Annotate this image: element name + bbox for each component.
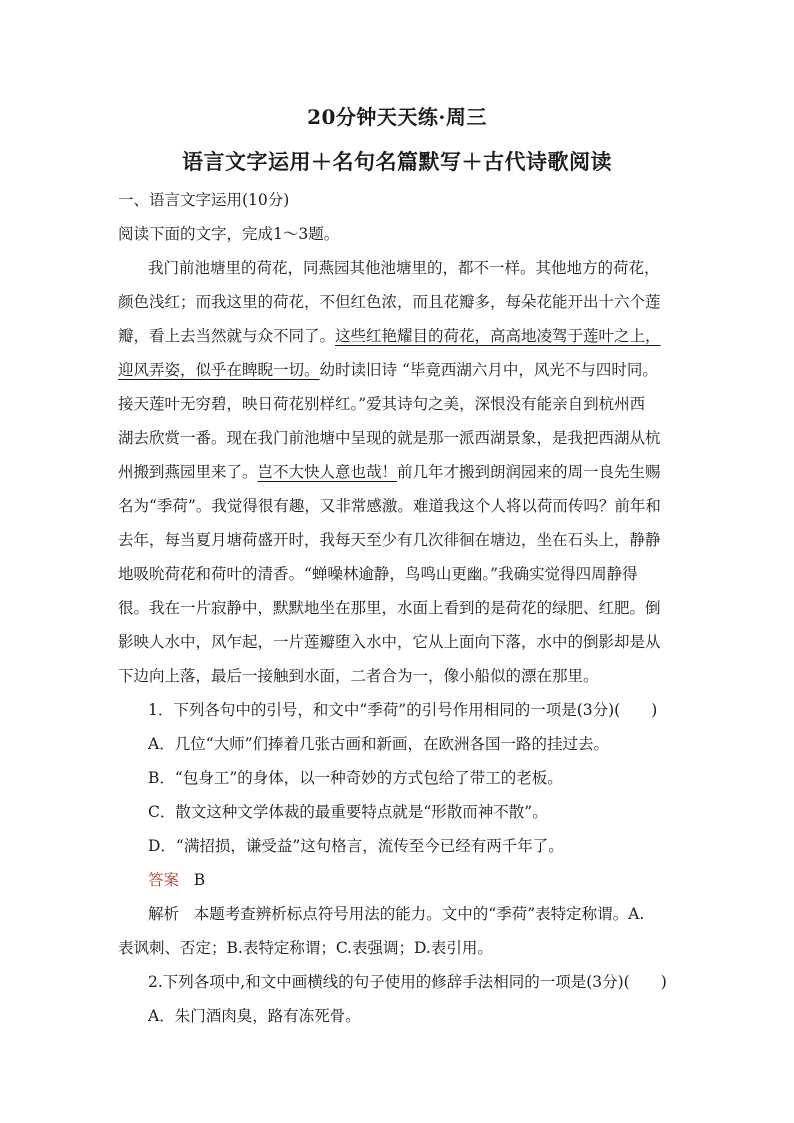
underlined-sentence: 岂不大快人意也哉！	[257, 463, 398, 481]
passage-line: 颜色浅红；而我这里的荷花，不但红色浓，而且花瓣多，每朵花能开出十六个莲	[118, 293, 661, 311]
answer-label: 答案	[148, 871, 180, 889]
section-heading: 一、语言文字运用(10分)	[118, 191, 290, 209]
passage-line: 我门前池塘里的荷花，同燕园其他池塘里的，都不一样。其他地方的荷花，	[148, 259, 660, 277]
passage-line: 接天莲叶无穷碧，映日荷花别样红。”爱其诗句之美，深恨没有能亲自到杭州西	[118, 395, 646, 413]
question-1-option-a: A．几位“大师”们捧着几张古画和新画，在欧洲各国一路的挂过去。	[148, 735, 610, 753]
passage-line: 影映人水中，风乍起，一片莲瓣堕入水中，它从上面向下落，水中的倒影却是从	[118, 633, 661, 651]
question-1-option-c: C．散文这种文学体裁的最重要特点就是“形散而神不散”。	[148, 803, 548, 821]
passage-line: 名为“季荷”。我觉得很有趣，又非常感激。难道我这个人将以荷而传吗？前年和	[118, 497, 661, 515]
analysis-text: 本题考查辨析标点符号用法的能力。文中的“季荷”表特定称谓。A.	[193, 905, 645, 923]
passage-line	[118, 360, 658, 380]
question-2-option-a: A．朱门酒肉臭，路有冻死骨。	[148, 1007, 361, 1025]
passage-line: 去年，每当夏月塘荷盛开时，我每天至少有几次徘徊在塘边，坐在石头上，静静	[118, 531, 661, 549]
question-1-analysis	[148, 904, 644, 924]
question-1-answer	[148, 870, 205, 890]
page-title: 20分钟天天练·周三	[307, 105, 487, 129]
passage-line: 地吸吮荷花和荷叶的清香。“蝉噪林逾静，鸟鸣山更幽。”我确实觉得四周静得	[118, 565, 638, 583]
question-2-stem: 2.下列各项中,和文中画横线的句子使用的修辞手法相同的一项是(3分)( )	[148, 973, 667, 991]
passage-line	[118, 326, 661, 346]
underlined-sentence: 这些红艳耀目的荷花，高高地凌驾于莲叶之上，	[335, 327, 661, 345]
passage-text: 州搬到燕园里来了。	[118, 463, 258, 481]
underlined-sentence: 迎风弄姿，似乎在睥睨一切。	[118, 361, 320, 379]
passage-text: 瓣，看上去当然就与众不同了。	[118, 327, 336, 345]
passage-line: 很。我在一片寂静中，默默地坐在那里，水面上看到的是荷花的绿肥、红肥。倒	[118, 599, 661, 617]
question-1-analysis-cont: 表讽刺、否定；B.表特定称谓；C.表强调；D.表引用。	[118, 939, 493, 957]
analysis-label: 解析	[148, 905, 180, 923]
passage-text: 前几年才搬到朗润园来的周一良先生赐	[397, 463, 661, 481]
question-1-option-d: D．“满招损，谦受益”这句格言，流传至今已经有两千年了。	[148, 837, 564, 855]
answer-value: B	[193, 871, 206, 889]
passage-line	[118, 462, 661, 482]
passage-line: 湖去欣赏一番。现在我门前池塘中呈现的就是那一派西湖景象，是我把西湖从杭	[118, 429, 661, 447]
question-1-stem: 1．下列各句中的引号，和文中“季荷”的引号作用相同的一项是(3分)( )	[148, 701, 658, 719]
instruction: 阅读下面的文字，完成1～3题。	[118, 225, 340, 243]
passage-text: 幼时读旧诗 “毕竟西湖六月中，风光不与四时同。	[319, 361, 658, 379]
page-subtitle: 语言文字运用＋名句名篇默写＋古代诗歌阅读	[182, 149, 612, 174]
passage-line: 下边向上落，最后一接触到水面，二者合为一，像小船似的漂在那里。	[118, 667, 599, 685]
question-1-option-b: B．“包身工”的身体，以一种奇妙的方式包给了带工的老板。	[148, 769, 563, 787]
